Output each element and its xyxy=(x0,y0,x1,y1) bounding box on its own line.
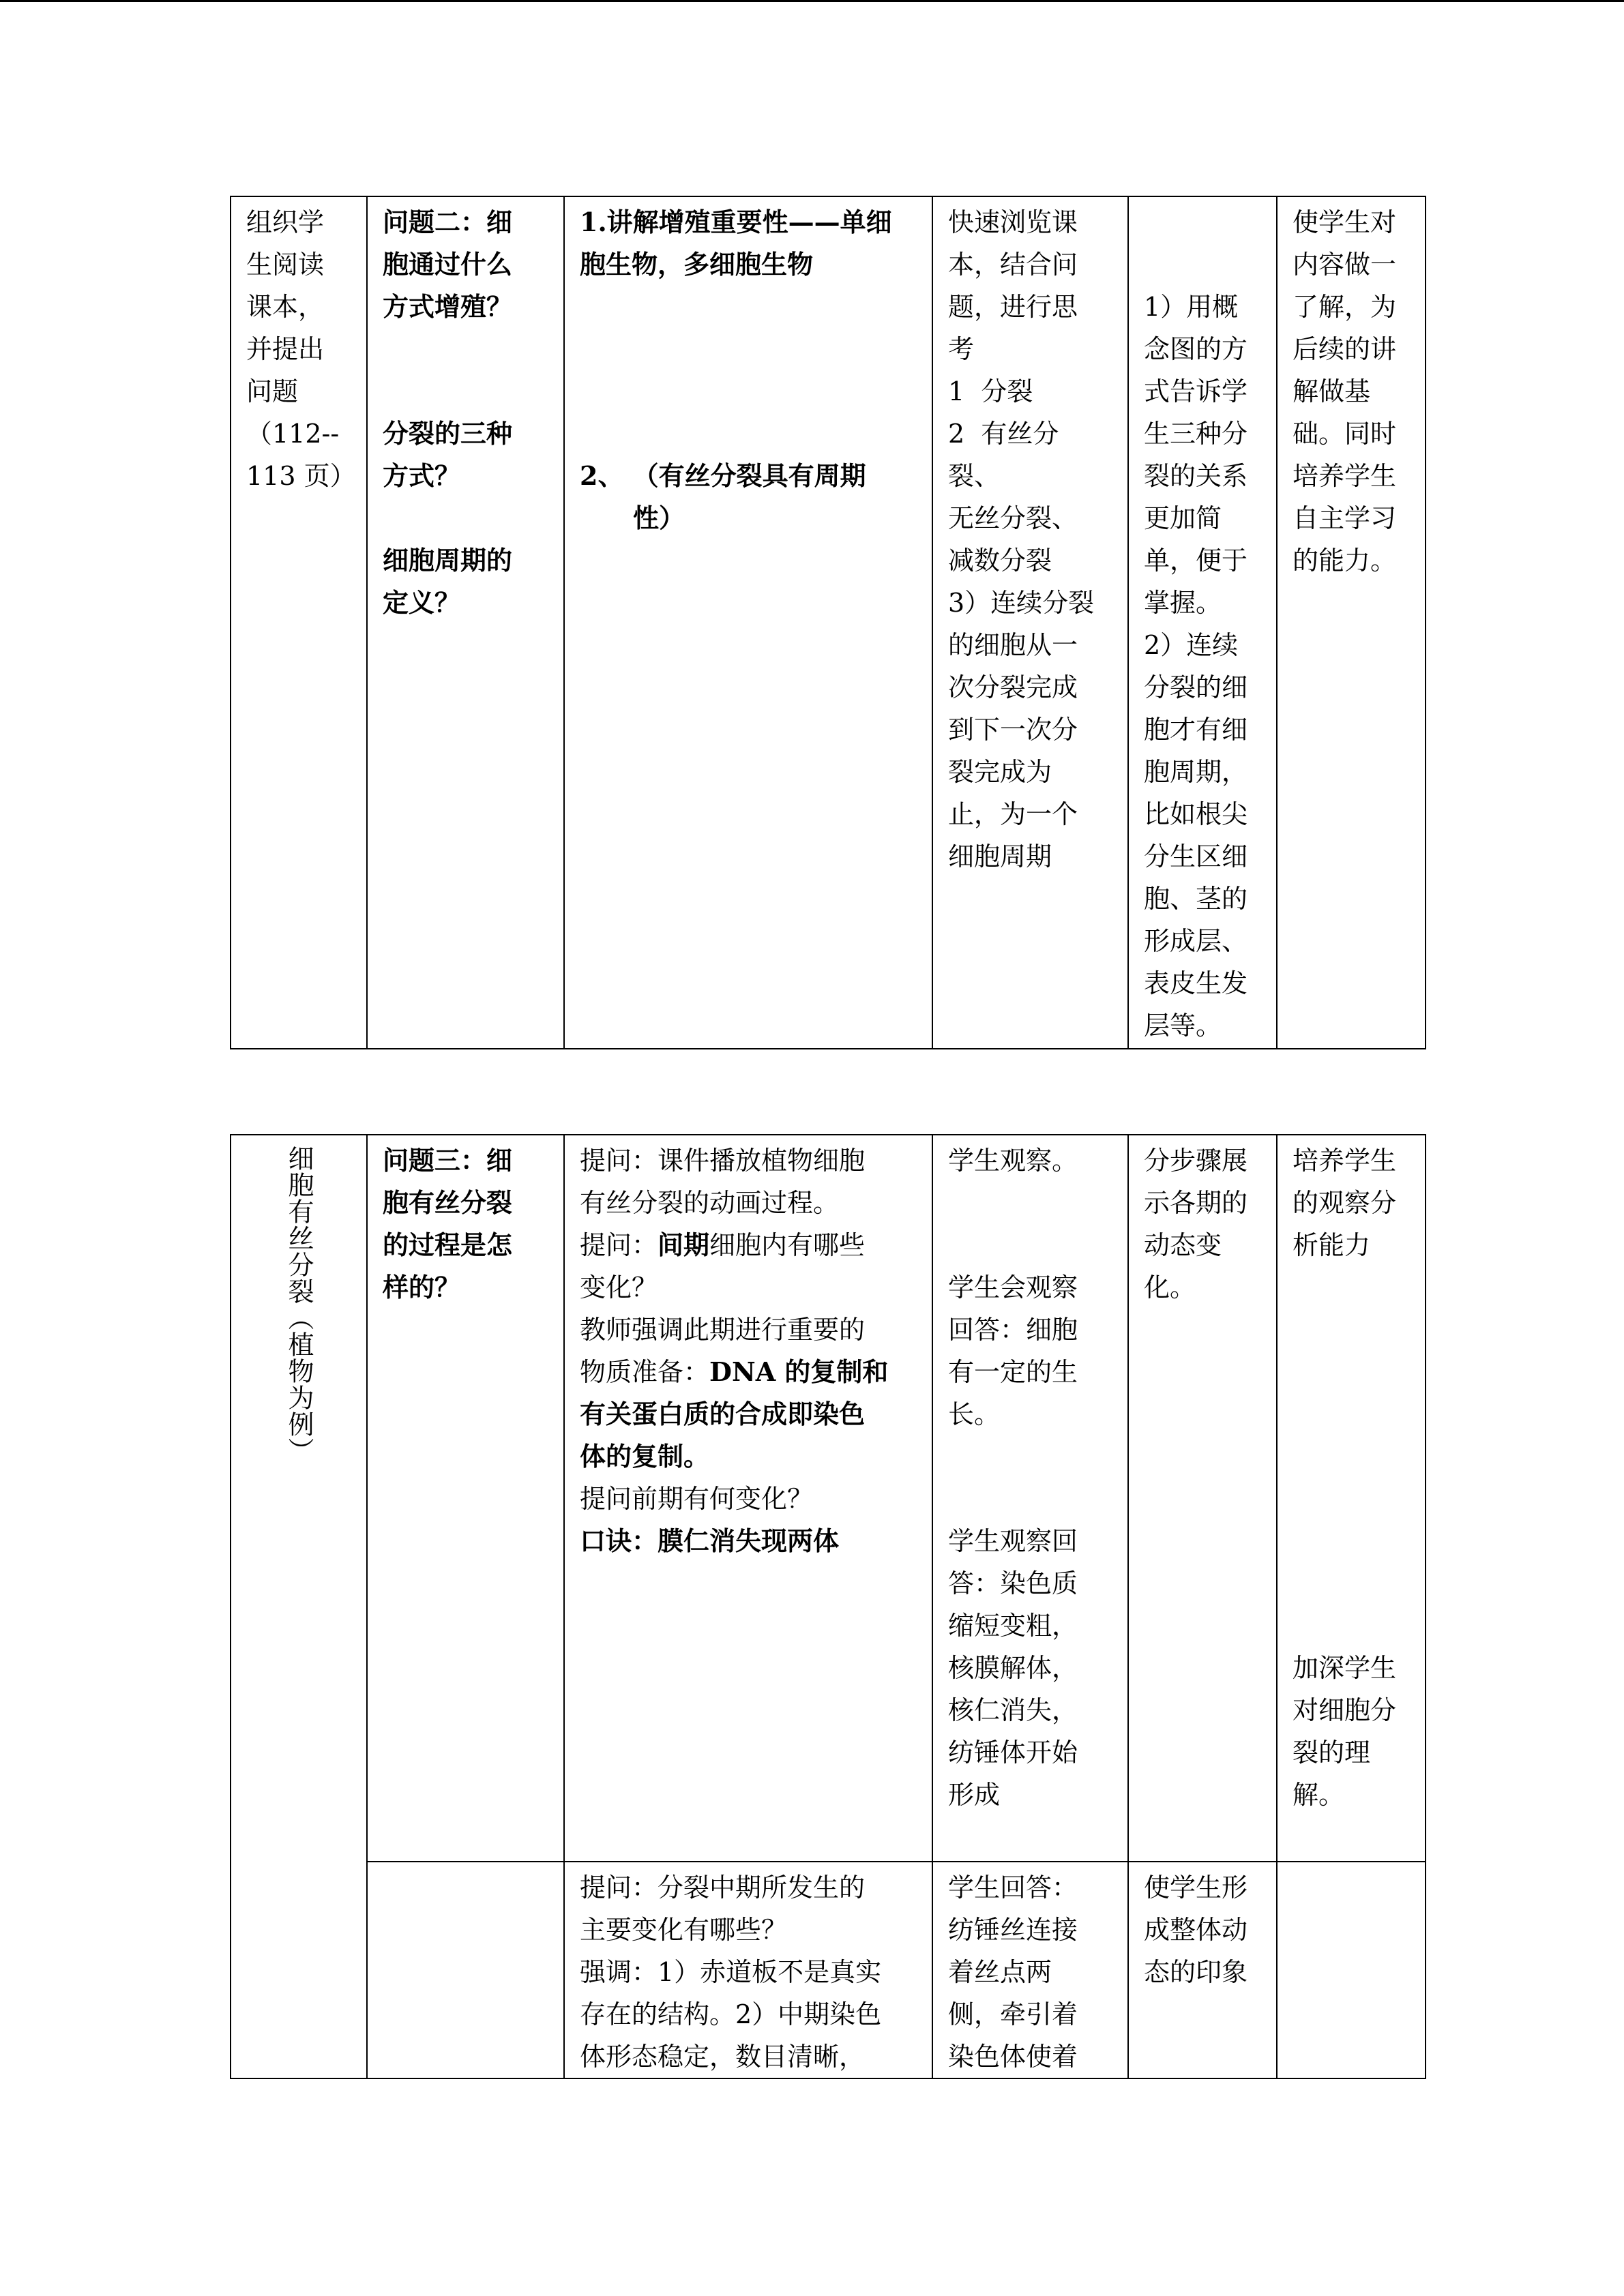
text-line: 学生回答： xyxy=(948,1873,1078,1903)
question-cell-empty xyxy=(367,1862,564,2078)
text-line: 核膜解体， xyxy=(948,1653,1078,1683)
text-line: 裂完成为 xyxy=(948,757,1052,787)
text-line: 1）用概 xyxy=(1144,292,1239,322)
lesson-table-2 xyxy=(230,1134,1426,2079)
text-line: 着丝点两 xyxy=(948,1957,1052,1987)
question-division-modes xyxy=(383,413,551,497)
text-line: 的能力。 xyxy=(1293,546,1397,576)
text-line: 染色体使着 xyxy=(948,2042,1078,2072)
text-line: 2、 （有丝分裂具有周期 xyxy=(580,460,866,491)
text-line: 问题三：细 xyxy=(383,1145,513,1176)
question-cell xyxy=(367,1135,564,1862)
activity-lines xyxy=(246,201,354,497)
text-line: 分生区细 xyxy=(1144,841,1248,871)
text-line: 的过程是怎 xyxy=(383,1229,513,1260)
text-line: 长。 xyxy=(948,1399,1001,1429)
emphasis-interphase: 间期 xyxy=(658,1229,710,1260)
student-activity-cell xyxy=(932,1862,1128,2078)
text-line: 核仁消失， xyxy=(948,1695,1078,1725)
text-line: 3）连续分裂 xyxy=(948,588,1095,618)
text-line: 态的印象 xyxy=(1144,1957,1248,1987)
teacher-activity-cell xyxy=(564,196,932,1049)
text-line: 回答：细胞 xyxy=(948,1315,1078,1345)
text-line: 方式增殖？ xyxy=(383,291,513,322)
text-line: 性） xyxy=(633,503,685,533)
text-line: 组织学 xyxy=(246,207,325,237)
table-row xyxy=(231,196,1426,1049)
text-line: 细胞周期的 xyxy=(383,545,513,576)
table-row xyxy=(231,1135,1426,1862)
text-line: 并提出 xyxy=(246,334,325,364)
text-line: 强调：1）赤道板不是真实 xyxy=(580,1957,882,1987)
question-three xyxy=(383,1139,551,1309)
design-intent-cell xyxy=(1128,1135,1277,1862)
emphasis-dna: DNA 的复制和 xyxy=(709,1356,889,1387)
text-line: 方式？ xyxy=(383,460,461,491)
text-line: 形成层、 xyxy=(1144,926,1248,956)
table-row xyxy=(231,1862,1426,2078)
page-top-border xyxy=(0,0,1624,2)
text-line xyxy=(580,1351,919,1393)
teaching-point-2 xyxy=(580,455,919,539)
goal-understanding xyxy=(1293,1647,1413,1816)
student-answer-prophase xyxy=(948,1520,1115,1816)
text-line: 2）连续 xyxy=(1144,630,1239,660)
text-line: 胞生物，多细胞生物 xyxy=(580,249,814,280)
text-line: 表皮生发 xyxy=(1144,968,1248,998)
design-intent-cell xyxy=(1128,1862,1277,2078)
student-activity-cell xyxy=(932,1135,1128,1862)
text-line: 主要变化有哪些？ xyxy=(580,1915,788,1945)
text-line: 学生观察。 xyxy=(948,1146,1078,1176)
teacher-activity-lines xyxy=(580,1866,919,2078)
teacher-activity-lines xyxy=(580,1139,919,1562)
text-line: 形成 xyxy=(948,1780,1001,1810)
text-line: 层等。 xyxy=(1144,1011,1222,1041)
text-line: 示各期的 xyxy=(1144,1188,1248,1218)
goal-cell xyxy=(1277,196,1426,1049)
text-line: 培养学生 xyxy=(1293,1146,1397,1176)
text-line: 体的复制。 xyxy=(580,1441,710,1472)
text-line: 缩短变粗， xyxy=(948,1611,1078,1641)
text-line: 单，便于 xyxy=(1144,546,1248,576)
text-line: 胞、茎的 xyxy=(1144,884,1248,914)
text-line: 侧，牵引着 xyxy=(948,1999,1078,2029)
text-line: 学生会观察 xyxy=(948,1272,1078,1302)
question-cell xyxy=(367,196,564,1049)
text-line: 加深学生 xyxy=(1293,1653,1397,1683)
lesson-table-1 xyxy=(230,196,1426,1049)
question-two xyxy=(383,201,551,328)
goal-lines xyxy=(1293,201,1413,582)
text-line: 胞周期， xyxy=(1144,757,1248,787)
text-line: 答：染色质 xyxy=(948,1568,1078,1598)
student-activity-lines xyxy=(948,1866,1115,2078)
text-line: （112-- xyxy=(246,419,340,449)
text-line: 解做基 xyxy=(1293,376,1371,406)
text-line: 生三种分 xyxy=(1144,419,1248,449)
design-intent-lines xyxy=(1144,286,1264,1047)
text-line: 样的？ xyxy=(383,1272,461,1302)
text-line: 113 页） xyxy=(246,461,356,491)
text-line: 使学生形 xyxy=(1144,1873,1248,1903)
text-line: 体形态稳定，数目清晰， xyxy=(580,2042,866,2072)
text-line: 有关蛋白质的合成即染色 xyxy=(580,1399,866,1429)
question-cell-cycle xyxy=(383,539,551,624)
design-intent-lines xyxy=(1144,1139,1264,1309)
text-line xyxy=(580,1224,919,1266)
student-answer-interphase xyxy=(948,1266,1115,1435)
text-line: 有一定的生 xyxy=(948,1357,1078,1387)
teacher-activity-cell xyxy=(564,1135,932,1862)
text-line: 解。 xyxy=(1293,1780,1345,1810)
text-line: 础。同时 xyxy=(1293,419,1397,449)
text-line: 生阅读 xyxy=(246,250,325,280)
text-line: 析能力 xyxy=(1293,1230,1371,1260)
text-line: 了解，为 xyxy=(1293,292,1397,322)
text-line: 裂的理 xyxy=(1293,1738,1371,1768)
text-line: 后续的讲 xyxy=(1293,334,1397,364)
text-line: 化。 xyxy=(1144,1272,1196,1302)
design-intent-lines xyxy=(1144,1866,1264,1993)
teaching-point-1 xyxy=(580,201,919,286)
text-line: 有丝分裂的动画过程。 xyxy=(580,1188,840,1218)
text-line: 更加简 xyxy=(1144,503,1222,533)
teacher-activity-cell xyxy=(564,1862,932,2078)
text-line: 1 分裂 xyxy=(948,376,1033,406)
design-intent-cell xyxy=(1128,196,1277,1049)
text-line: 题，进行思 xyxy=(948,292,1078,322)
text-line: 存在的结构。2）中期染色 xyxy=(580,1999,882,2029)
text-line: 培养学生 xyxy=(1293,461,1397,491)
text-line: 纺锤体开始 xyxy=(948,1738,1078,1768)
text-line: 细胞周期 xyxy=(948,841,1052,871)
text-line: 胞有丝分裂 xyxy=(383,1187,513,1218)
text-line: 式告诉学 xyxy=(1144,376,1248,406)
text-line: 对细胞分 xyxy=(1293,1695,1397,1725)
student-observe xyxy=(948,1139,1115,1182)
section-title-vertical: 细胞有丝分裂（植物为例） xyxy=(284,1145,314,1464)
text-line: 教师强调此期进行重要的 xyxy=(580,1315,866,1345)
section-title-cell xyxy=(231,1135,367,2078)
text-line: 使学生对 xyxy=(1293,207,1397,237)
text-line: 掌握。 xyxy=(1144,588,1222,618)
activity-cell xyxy=(231,196,367,1049)
text-line: 本，结合问 xyxy=(948,250,1078,280)
text-line: 胞才有细 xyxy=(1144,715,1248,745)
text-line: 胞通过什么 xyxy=(383,249,513,280)
text-line: 分步骤展 xyxy=(1144,1146,1248,1176)
text-line: 成整体动 xyxy=(1144,1915,1248,1945)
text-fragment: 物质准备： xyxy=(580,1357,710,1387)
text-line: 自主学习 xyxy=(1293,503,1397,533)
text-line: 问题二：细 xyxy=(383,207,513,237)
goal-cell xyxy=(1277,1135,1426,1862)
text-line: 定义？ xyxy=(383,587,461,618)
text-line: 快速浏览课 xyxy=(948,207,1078,237)
student-activity-cell xyxy=(932,196,1128,1049)
text-line: 次分裂完成 xyxy=(948,672,1078,702)
text-line: 提问：课件播放植物细胞 xyxy=(580,1146,866,1176)
text-fragment: 细胞内有哪些 xyxy=(709,1230,866,1260)
text-line: 的细胞从一 xyxy=(948,630,1078,660)
text-fragment: 提问： xyxy=(580,1230,658,1260)
text-line: 分裂的三种 xyxy=(383,418,513,449)
text-line: 2 有丝分 xyxy=(948,419,1059,449)
text-line: 提问：分裂中期所发生的 xyxy=(580,1873,866,1903)
text-line: 课本， xyxy=(246,292,325,322)
text-line: 学生观察回 xyxy=(948,1526,1078,1556)
text-line: 比如根尖 xyxy=(1144,799,1248,829)
text-line: 到下一次分 xyxy=(948,715,1078,745)
text-line: 1.讲解增殖重要性——单细 xyxy=(580,207,892,237)
text-line: 问题 xyxy=(246,376,299,406)
text-line: 提问前期有何变化？ xyxy=(580,1484,814,1514)
text-line: 念图的方 xyxy=(1144,334,1248,364)
text-line: 无丝分裂、 xyxy=(948,503,1078,533)
text-line: 口诀：膜仁消失现两体 xyxy=(580,1525,840,1556)
goal-cell-empty xyxy=(1277,1862,1426,2078)
student-activity-lines xyxy=(948,201,1115,878)
text-line: 变化？ xyxy=(580,1272,658,1302)
text-line: 止，为一个 xyxy=(948,799,1078,829)
text-line: 裂、 xyxy=(948,461,1001,491)
text-line: 减数分裂 xyxy=(948,546,1052,576)
text-line: 分裂的细 xyxy=(1144,672,1248,702)
text-line: 动态变 xyxy=(1144,1230,1222,1260)
text-line: 纺锤丝连接 xyxy=(948,1915,1078,1945)
text-line: 裂的关系 xyxy=(1144,461,1248,491)
goal-observation xyxy=(1293,1139,1413,1266)
text-line: 内容做一 xyxy=(1293,250,1397,280)
text-line: 考 xyxy=(948,334,975,364)
text-line: 的观察分 xyxy=(1293,1188,1397,1218)
